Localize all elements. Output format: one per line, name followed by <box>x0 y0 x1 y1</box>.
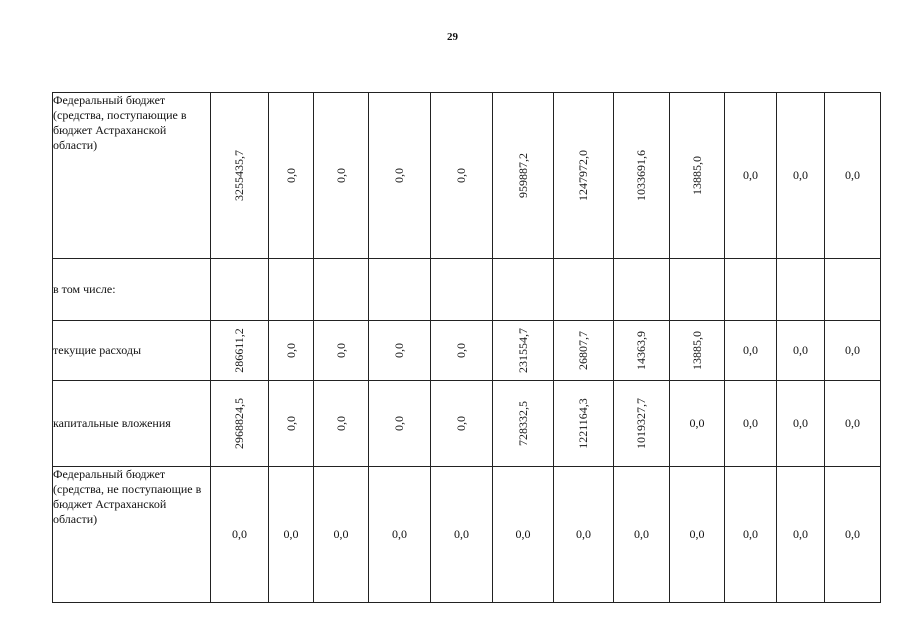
cell-value: 0,0 <box>454 416 468 431</box>
value-cell <box>614 93 670 259</box>
cell-value: 0,0 <box>689 416 705 430</box>
value-cell <box>369 93 431 259</box>
value-cell <box>269 259 314 321</box>
cell-value: 0,0 <box>333 168 348 183</box>
value-cell <box>431 93 493 259</box>
cell-value: 0,0 <box>283 416 298 431</box>
value-cell <box>670 259 725 321</box>
value-cell <box>431 381 493 467</box>
value-cell <box>554 381 614 467</box>
row-including <box>53 259 881 321</box>
value-cell <box>554 259 614 321</box>
value-cell <box>777 259 825 321</box>
value-cell <box>314 321 369 381</box>
cell-value: 0,0 <box>845 168 860 182</box>
cell-value: 0,0 <box>743 527 758 541</box>
value-cell <box>554 467 614 603</box>
cell-value: 0,0 <box>793 527 808 541</box>
cell-value: 0,0 <box>392 527 407 541</box>
cell-value: 0,0 <box>392 343 406 358</box>
value-cell <box>725 93 777 259</box>
value-cell <box>211 93 269 259</box>
value-cell <box>825 467 881 603</box>
cell-value: 14363,9 <box>634 331 648 370</box>
cell-value: 231554,7 <box>515 328 530 373</box>
value-cell <box>493 259 554 321</box>
value-cell <box>670 321 725 381</box>
cell-value: 13885,0 <box>689 156 704 195</box>
value-cell <box>493 381 554 467</box>
cell-value: 286611,2 <box>232 328 246 373</box>
value-cell <box>725 381 777 467</box>
value-cell <box>777 93 825 259</box>
cell-value: 0,0 <box>283 168 298 183</box>
cell-value: 0,0 <box>283 527 299 541</box>
row-label: Федеральный бюджет (средства, не поступающие в бюджет Астраханской области) <box>53 467 211 603</box>
cell-value: 0,0 <box>634 527 649 541</box>
value-cell <box>369 381 431 467</box>
value-cell <box>493 467 554 603</box>
value-cell <box>825 93 881 259</box>
cell-value: 0,0 <box>515 527 531 541</box>
page-number: 29 <box>447 31 458 43</box>
cell-value: 728332,5 <box>515 401 530 446</box>
row-capital-investments <box>53 381 881 467</box>
value-cell <box>431 467 493 603</box>
row-federal-budget-received <box>53 93 881 259</box>
cell-value: 13885,0 <box>689 331 704 370</box>
row-label: капитальные вложения <box>53 381 211 467</box>
value-cell <box>269 467 314 603</box>
row-label: текущие расходы <box>53 321 211 381</box>
value-cell <box>314 381 369 467</box>
cell-value: 2968824,5 <box>232 398 246 449</box>
cell-value: 0,0 <box>454 343 468 358</box>
value-cell <box>369 259 431 321</box>
value-cell <box>670 467 725 603</box>
value-cell <box>314 259 369 321</box>
cell-value: 0,0 <box>793 168 808 182</box>
cell-value: 0,0 <box>845 416 860 430</box>
cell-value: 0,0 <box>845 527 860 541</box>
value-cell <box>493 321 554 381</box>
cell-value: 0,0 <box>743 343 758 357</box>
value-cell <box>554 321 614 381</box>
value-cell <box>369 467 431 603</box>
cell-value: 959887,2 <box>515 153 530 198</box>
value-cell <box>314 93 369 259</box>
value-cell <box>369 321 431 381</box>
value-cell <box>554 93 614 259</box>
cell-value: 0,0 <box>689 527 705 541</box>
value-cell <box>269 381 314 467</box>
value-cell <box>725 321 777 381</box>
row-label: Федеральный бюджет (средства, поступающие в бюджет Астраханской области) <box>53 93 211 259</box>
value-cell <box>493 93 554 259</box>
value-cell <box>614 259 670 321</box>
cell-value: 0,0 <box>845 343 860 357</box>
row-label: в том числе: <box>53 259 211 321</box>
value-cell <box>670 381 725 467</box>
value-cell <box>211 381 269 467</box>
cell-value: 0,0 <box>333 527 349 541</box>
cell-value: 0,0 <box>454 168 468 183</box>
value-cell <box>431 259 493 321</box>
cell-value: 0,0 <box>743 168 758 182</box>
value-cell <box>825 321 881 381</box>
value-cell <box>431 321 493 381</box>
value-cell <box>614 381 670 467</box>
cell-value: 0,0 <box>283 343 298 358</box>
value-cell <box>825 259 881 321</box>
cell-value: 0,0 <box>333 343 348 358</box>
value-cell <box>725 259 777 321</box>
value-cell <box>777 381 825 467</box>
row-current-expenses <box>53 321 881 381</box>
cell-value: 0,0 <box>392 168 406 183</box>
budget-table <box>52 92 881 603</box>
value-cell <box>725 467 777 603</box>
value-cell <box>614 467 670 603</box>
cell-value: 0,0 <box>232 527 247 541</box>
cell-value: 1019327,7 <box>634 398 648 449</box>
value-cell <box>825 381 881 467</box>
value-cell <box>211 321 269 381</box>
cell-value: 0,0 <box>392 416 406 431</box>
cell-value: 3255435,7 <box>232 150 246 201</box>
cell-value: 0,0 <box>454 527 469 541</box>
cell-value: 1221164,3 <box>576 398 590 449</box>
value-cell <box>211 259 269 321</box>
row-federal-budget-not-received <box>53 467 881 603</box>
value-cell <box>314 467 369 603</box>
cell-value: 1247972,0 <box>576 150 590 201</box>
cell-value: 0,0 <box>333 416 348 431</box>
cell-value: 26807,7 <box>576 331 590 370</box>
value-cell <box>777 321 825 381</box>
value-cell <box>670 93 725 259</box>
cell-value: 0,0 <box>576 527 591 541</box>
cell-value: 0,0 <box>793 343 808 357</box>
value-cell <box>211 467 269 603</box>
cell-value: 0,0 <box>793 416 808 430</box>
value-cell <box>777 467 825 603</box>
cell-value: 1033691,6 <box>634 150 648 201</box>
cell-value: 0,0 <box>743 416 758 430</box>
value-cell <box>269 321 314 381</box>
value-cell <box>614 321 670 381</box>
value-cell <box>269 93 314 259</box>
